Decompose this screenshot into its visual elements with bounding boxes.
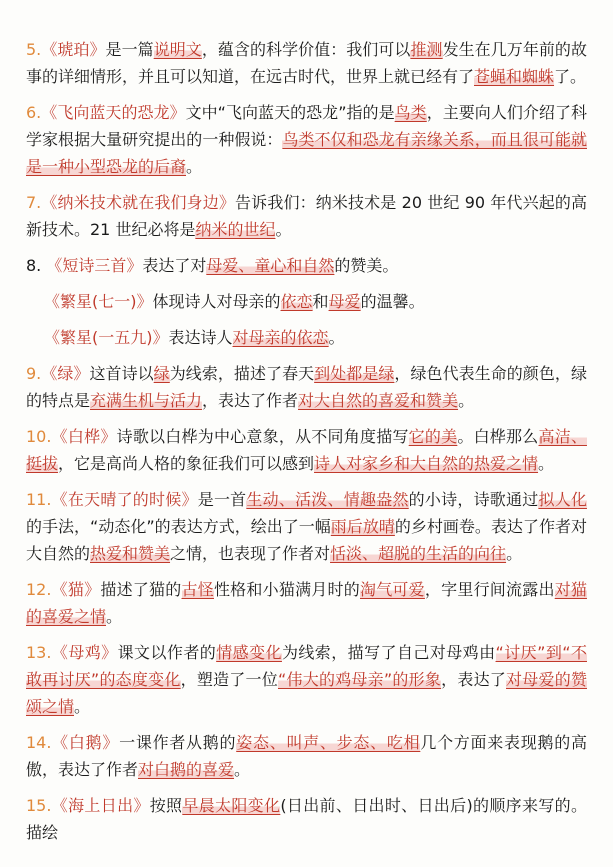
body-text: ，表达了作者 bbox=[202, 391, 299, 410]
body-text: 的乡村画卷。表达了作者对大自然的 bbox=[26, 517, 587, 563]
text-title: 《海上日出》 bbox=[51, 796, 150, 815]
body-text: 的手法，“动态化”的表达方式，绘出了一幅 bbox=[26, 517, 331, 536]
key-phrase: 对大自然的喜爱和赞美 bbox=[298, 391, 459, 410]
body-text: 。 bbox=[328, 328, 345, 347]
body-text: 告诉我们：纳米技术是 20 世纪 90 年代兴起的高新技术。21 世纪必将是 bbox=[26, 193, 587, 239]
body-text: 文中“飞向蓝天的恐龙”指的是 bbox=[185, 103, 395, 122]
key-phrase: 热爱和赞美 bbox=[90, 544, 171, 563]
body-text: 体现诗人对母亲的 bbox=[152, 292, 281, 311]
body-text: ，绿色代表生命的颜色，绿的特点是 bbox=[26, 364, 587, 410]
body-text: ，字里行间流露出 bbox=[424, 580, 555, 599]
body-text: 按照 bbox=[149, 796, 183, 815]
item-14 bbox=[26, 729, 587, 783]
text-title: 《在天晴了的时候》 bbox=[51, 490, 198, 509]
key-phrase: 绿 bbox=[153, 364, 170, 383]
text-title: 《繁星(七一)》 bbox=[44, 292, 153, 311]
body-text: 这首诗以 bbox=[89, 364, 154, 383]
key-phrase: 充满生机与活力 bbox=[90, 391, 203, 410]
item-number: 12. bbox=[26, 580, 52, 599]
item-number: 13. bbox=[26, 643, 52, 662]
body-text: ，表达了 bbox=[441, 670, 507, 689]
body-text: 8. bbox=[26, 256, 47, 275]
key-phrase: 生动、活泼、情趣盎然 bbox=[246, 490, 409, 509]
body-text: 的赞美。 bbox=[334, 256, 399, 275]
body-text: 了。 bbox=[554, 67, 587, 86]
body-text: 。 bbox=[74, 697, 91, 716]
text-title: 《白桦》 bbox=[51, 427, 117, 446]
body-text: ，主要向人们介绍了科学家根据大量研究提出的一种假说： bbox=[26, 103, 587, 149]
text-title: 《绿》 bbox=[41, 364, 90, 383]
key-phrase: 姿态、叫声、步态、吃相 bbox=[236, 733, 421, 752]
body-text: 之情，也表现了作者对 bbox=[170, 544, 331, 563]
body-text: ，塑造了一位 bbox=[180, 670, 278, 689]
item-6 bbox=[26, 99, 587, 180]
item-8 bbox=[26, 252, 587, 279]
body-text: 。 bbox=[186, 157, 203, 176]
body-text: 几个方面来表现鹅的高傲，表达了作者 bbox=[26, 733, 587, 779]
key-phrase: 鸟类 bbox=[394, 103, 427, 122]
body-text: 的温馨。 bbox=[360, 292, 425, 311]
key-phrase: 对白鹅的喜爱 bbox=[138, 760, 235, 779]
body-text: 课文以作者的 bbox=[117, 643, 217, 662]
body-text: 为线索，描写了自己对母鸡由 bbox=[281, 643, 496, 662]
item-number: 10. bbox=[26, 427, 52, 446]
key-phrase: 淘气可爱 bbox=[359, 580, 425, 599]
key-phrase: 对母亲的依恋 bbox=[232, 328, 329, 347]
key-phrase: 鸟类不仅和恐龙有亲缘关系，而且很可能就是一种小型恐龙的后裔 bbox=[26, 130, 587, 176]
body-text: 的小诗，诗歌通过 bbox=[408, 490, 539, 509]
text-title: 《短诗三首》 bbox=[46, 256, 143, 275]
key-phrase: 古怪 bbox=[181, 580, 214, 599]
item-number: 15. bbox=[26, 796, 52, 815]
key-phrase: 苍蝇和蜘蛛 bbox=[474, 67, 555, 86]
key-phrase: 恬淡、超脱的生活的向往 bbox=[330, 544, 507, 563]
key-phrase: 对猫的喜爱之情 bbox=[26, 580, 587, 626]
key-phrase: 纳米的世纪 bbox=[195, 220, 276, 239]
key-phrase: 拟人化 bbox=[538, 490, 587, 509]
item-12 bbox=[26, 576, 587, 630]
body-text: 和 bbox=[312, 292, 329, 311]
key-phrase: 说明文 bbox=[153, 40, 202, 59]
key-phrase: 母爱 bbox=[328, 292, 361, 311]
body-text: 。 bbox=[538, 454, 555, 473]
item-7 bbox=[26, 189, 587, 243]
notes-list bbox=[26, 36, 587, 846]
text-title: 《飞向蓝天的恐龙》 bbox=[41, 103, 186, 122]
text-title: 《母鸡》 bbox=[51, 643, 118, 662]
item-13 bbox=[26, 639, 587, 720]
item-8a bbox=[26, 288, 587, 315]
item-number: 14. bbox=[26, 733, 52, 752]
body-text: 表达了对 bbox=[142, 256, 207, 275]
body-text: 描述了猫的 bbox=[100, 580, 182, 599]
body-text: 表达诗人 bbox=[168, 328, 233, 347]
item-number: 6. bbox=[26, 103, 42, 122]
key-phrase: 高洁、挺拔 bbox=[26, 427, 587, 473]
key-phrase: 早晨太阳变化 bbox=[182, 796, 281, 815]
body-text: (日出前、日出时、日出后)的顺序来写的。描绘 bbox=[26, 796, 587, 842]
body-text: 。 bbox=[106, 607, 123, 626]
body-text: ，蕴含的科学价值：我们可以 bbox=[201, 40, 411, 59]
text-title: 《猫》 bbox=[51, 580, 101, 599]
text-title: 《琥珀》 bbox=[41, 40, 106, 59]
body-text: 发生在几万年前的故事的详细情形，并且可以知道，在远古时代，世界上就已经有了 bbox=[26, 40, 587, 86]
key-phrase: 推测 bbox=[410, 40, 443, 59]
key-phrase: 依恋 bbox=[280, 292, 313, 311]
item-number: 9. bbox=[26, 364, 42, 383]
key-phrase: 到处都是绿 bbox=[314, 364, 395, 383]
body-text: 诗歌以白桦为中心意象，从不同角度描写 bbox=[116, 427, 409, 446]
body-text: 性格和小猫满月时的 bbox=[213, 580, 360, 599]
body-text: 是一首 bbox=[197, 490, 247, 509]
item-5 bbox=[26, 36, 587, 90]
key-phrase: “讨厌”到“不敢再讨厌”的态度变化 bbox=[26, 643, 587, 689]
body-text: 。 bbox=[458, 391, 475, 410]
key-phrase: 雨后放晴 bbox=[330, 517, 395, 536]
item-9 bbox=[26, 360, 587, 414]
body-text: 。白桦那么 bbox=[457, 427, 539, 446]
key-phrase: 母爱、童心和自然 bbox=[206, 256, 335, 275]
item-number: 11. bbox=[26, 490, 52, 509]
body-text: ，它是高尚人格的象征我们可以感到 bbox=[58, 454, 315, 473]
text-title: 《纳米技术就在我们身边》 bbox=[41, 193, 236, 212]
body-text: 是一篇 bbox=[105, 40, 154, 59]
text-title: 《繁星(一五九)》 bbox=[44, 328, 169, 347]
key-phrase: 情感变化 bbox=[216, 643, 282, 662]
body-text: 一课作者从鹅的 bbox=[119, 733, 237, 752]
key-phrase: 它的美 bbox=[408, 427, 458, 446]
item-8b bbox=[26, 324, 587, 351]
key-phrase: “伟大的鸡母亲”的形象 bbox=[277, 670, 442, 689]
item-11 bbox=[26, 486, 587, 567]
body-text: 。 bbox=[275, 220, 292, 239]
key-phrase: 对母爱的赞颂之情 bbox=[26, 670, 587, 716]
item-15 bbox=[26, 792, 587, 846]
key-phrase: 诗人对家乡和大自然的热爱之情 bbox=[314, 454, 539, 473]
item-10 bbox=[26, 423, 587, 477]
body-text: 。 bbox=[506, 544, 523, 563]
item-number: 7. bbox=[26, 193, 42, 212]
body-text: 为线索，描述了春天 bbox=[169, 364, 315, 383]
body-text: 。 bbox=[234, 760, 251, 779]
item-number: 5. bbox=[26, 40, 42, 59]
text-title: 《白鹅》 bbox=[51, 733, 120, 752]
